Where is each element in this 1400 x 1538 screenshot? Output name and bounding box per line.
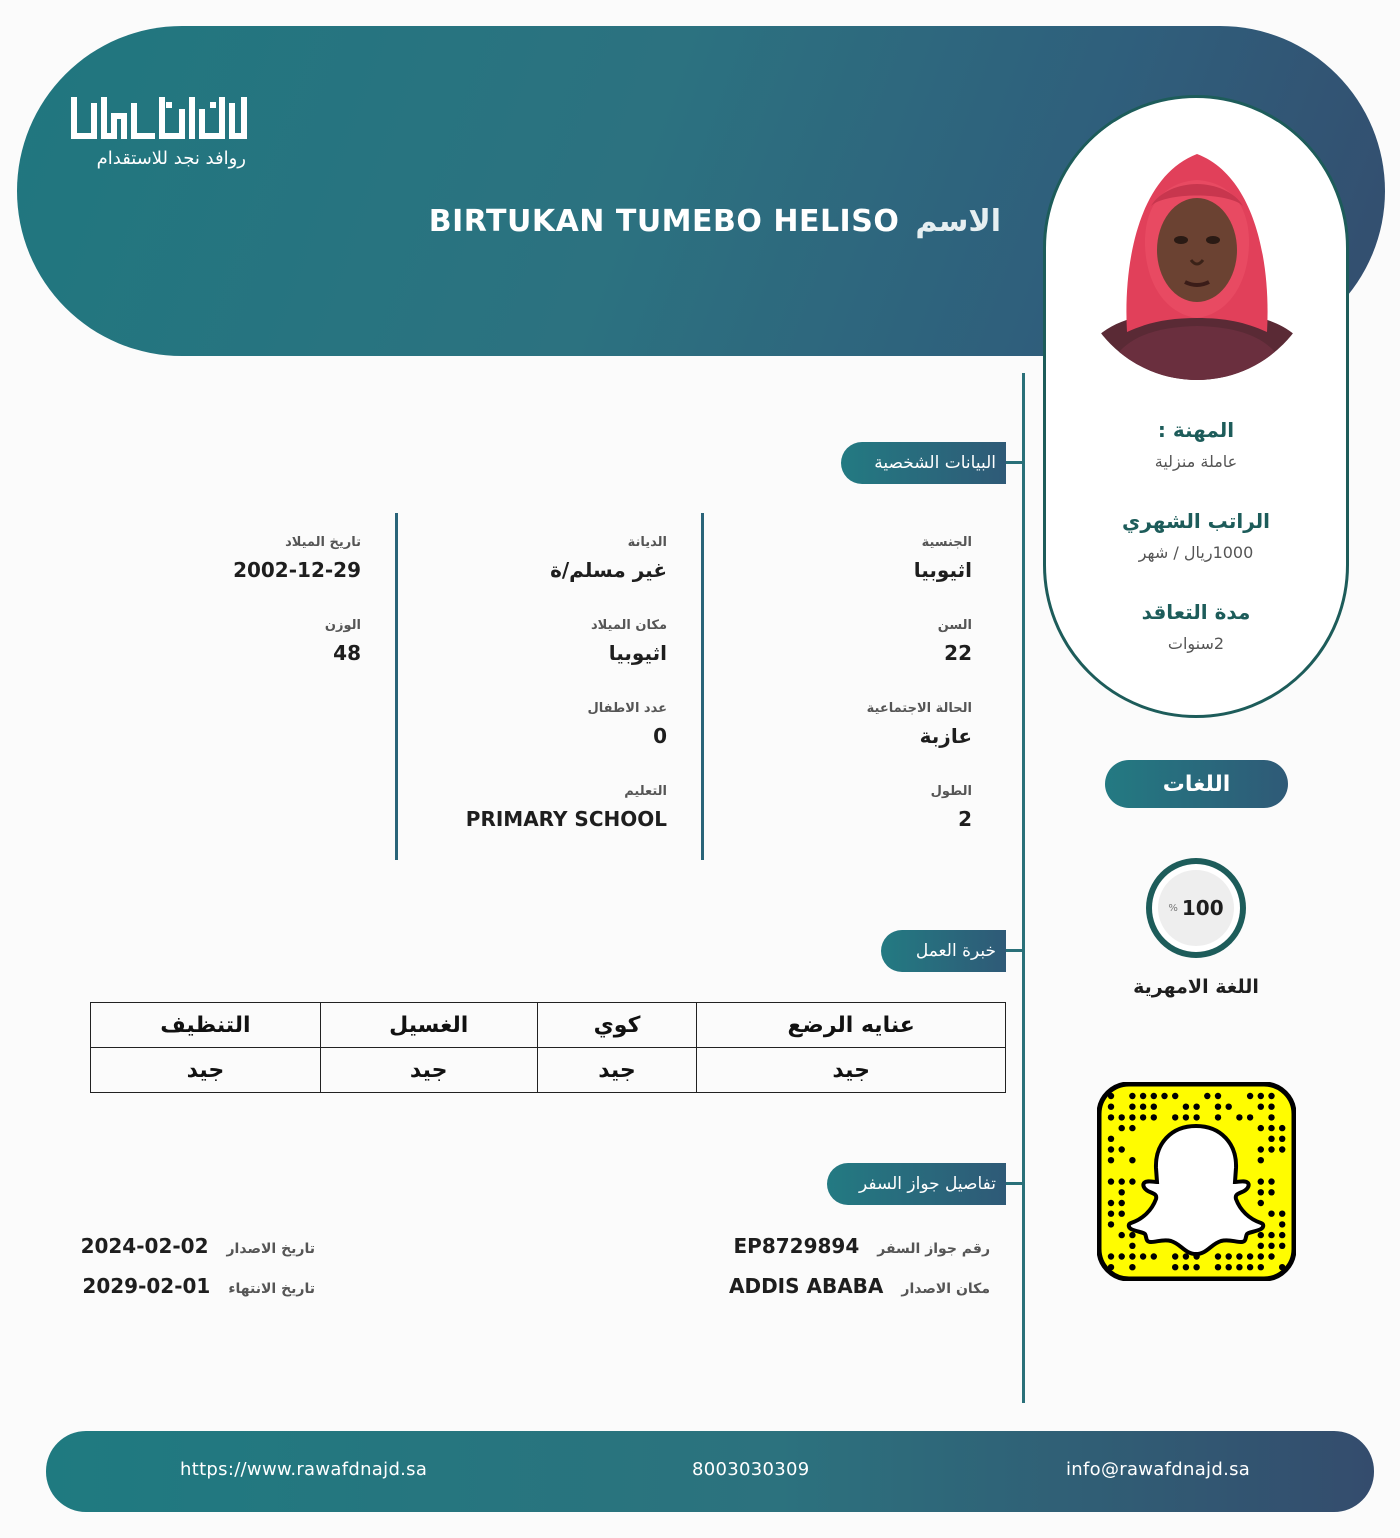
profile-card [1043,95,1349,718]
profession-value: عاملة منزلية [1154,452,1238,471]
worker-photo [1075,122,1319,380]
worker-name-line [429,204,1001,239]
field-weight [325,618,361,665]
skill-rating: جيد [320,1048,537,1093]
section-experience-heading [881,930,1006,972]
field-nationality [914,535,972,582]
skill-header: كوي [537,1003,697,1048]
section-personal-connector [1006,461,1022,464]
skill-header: عنايه الرضع [697,1003,1006,1048]
field-label: الوزن [324,618,361,633]
skill-rating: جيد [537,1048,697,1093]
section-experience-label: خبرة العمل [915,941,996,961]
worker-name: BIRTUKAN TUMEBO HELISO [428,204,900,239]
field-value: PRIMARY SCHOOL [465,807,667,831]
field-label: تاريخ الميلاد [285,535,361,550]
company-logo [70,96,250,176]
section-passport-connector [1006,1182,1022,1185]
passport-expiry-date [82,1274,315,1298]
language-ring-inner [1152,864,1240,952]
passport-number [734,1234,991,1258]
field-value: 22 [944,641,972,665]
field-value: 2 [958,807,972,831]
name-label: الاسم [915,204,1001,239]
salary-label: الراتب الشهري [1122,509,1270,533]
table-row [91,1048,1006,1093]
section-personal-heading [841,442,1006,484]
passport-issue-value: 2024-02-02 [80,1234,209,1258]
field-birthplace [591,618,667,665]
field-age [938,618,972,665]
language-ring-core [1158,870,1234,946]
contract-label: مدة التعاقد [1141,600,1251,624]
logo-mark-icon [70,96,248,142]
column-separator [701,513,704,860]
field-value: غير مسلم/ة [550,558,667,582]
field-value: اثيوبيا [913,558,972,582]
language-percent-unit: % [1168,902,1178,914]
section-passport-label: تفاصيل جواز السفر [858,1174,996,1194]
footer-bar [46,1431,1374,1512]
field-value: عازبة [919,724,972,748]
field-value: 2002-12-29 [233,558,361,582]
passport-expiry-value: 2029-02-01 [82,1274,211,1298]
salary-value: 1000ريال / شهر [1138,543,1254,562]
snapchat-code[interactable] [1097,1082,1296,1281]
field-label: التعليم [624,784,667,799]
timeline-divider [1022,373,1025,1403]
contract-block [1046,600,1346,653]
footer-website-link[interactable]: https://www.rawafdnajd.sa [180,1459,428,1480]
field-label: الجنسية [921,535,972,550]
field-value: 48 [333,641,361,665]
field-label: السن [937,618,972,633]
passport-expiry-label: تاريخ الانتهاء [228,1281,315,1297]
field-label: الديانة [627,535,667,550]
field-height [931,784,972,831]
field-label: الحالة الاجتماعية [866,701,972,716]
salary-block [1046,509,1346,562]
portrait-image [1075,122,1319,380]
skill-header: التنظيف [91,1003,321,1048]
field-education [466,784,667,831]
profession-block [1046,418,1346,471]
snapcode-icon [1097,1082,1296,1281]
skill-rating: جيد [697,1048,1006,1093]
field-value: اثيوبيا [608,641,667,665]
table-header-row [91,1003,1006,1048]
field-label: الطول [930,784,972,799]
footer-phone[interactable]: 8003030309 [692,1459,810,1480]
field-label: عدد الاطفال [587,701,667,716]
field-value: 0 [653,724,667,748]
skill-header: الغسيل [320,1003,537,1048]
contract-value: 2سنوات [1167,634,1225,653]
field-date-of-birth [233,535,361,582]
passport-issue-place [729,1274,990,1298]
passport-number-value: EP8729894 [733,1234,860,1258]
language-percent-value: 100 [1181,896,1224,920]
profession-label: المهنة : [1157,418,1235,442]
field-children [588,701,668,748]
company-subtitle: روافد نجد للاستقدام [96,148,246,169]
language-progress-ring [1146,858,1246,958]
passport-place-value: ADDIS ABABA [728,1274,884,1298]
section-passport-heading [827,1163,1006,1205]
passport-number-label: رقم جواز السفر [877,1241,990,1257]
languages-heading: اللغات [1105,760,1288,808]
field-religion [550,535,667,582]
passport-issue-date [81,1234,315,1258]
passport-issue-label: تاريخ الاصدار [226,1241,315,1257]
section-experience-connector [1006,949,1022,952]
passport-place-label: مكان الاصدار [901,1281,990,1297]
field-marital-status [867,701,972,748]
column-separator [395,513,398,860]
language-name: اللغة الامهرية [1133,976,1259,998]
skill-rating: جيد [91,1048,321,1093]
skills-table [90,1002,1006,1093]
field-label: مكان الميلاد [590,618,667,633]
footer-email-link[interactable]: info@rawafdnajd.sa [1066,1459,1251,1480]
section-personal-label: البيانات الشخصية [874,453,996,473]
